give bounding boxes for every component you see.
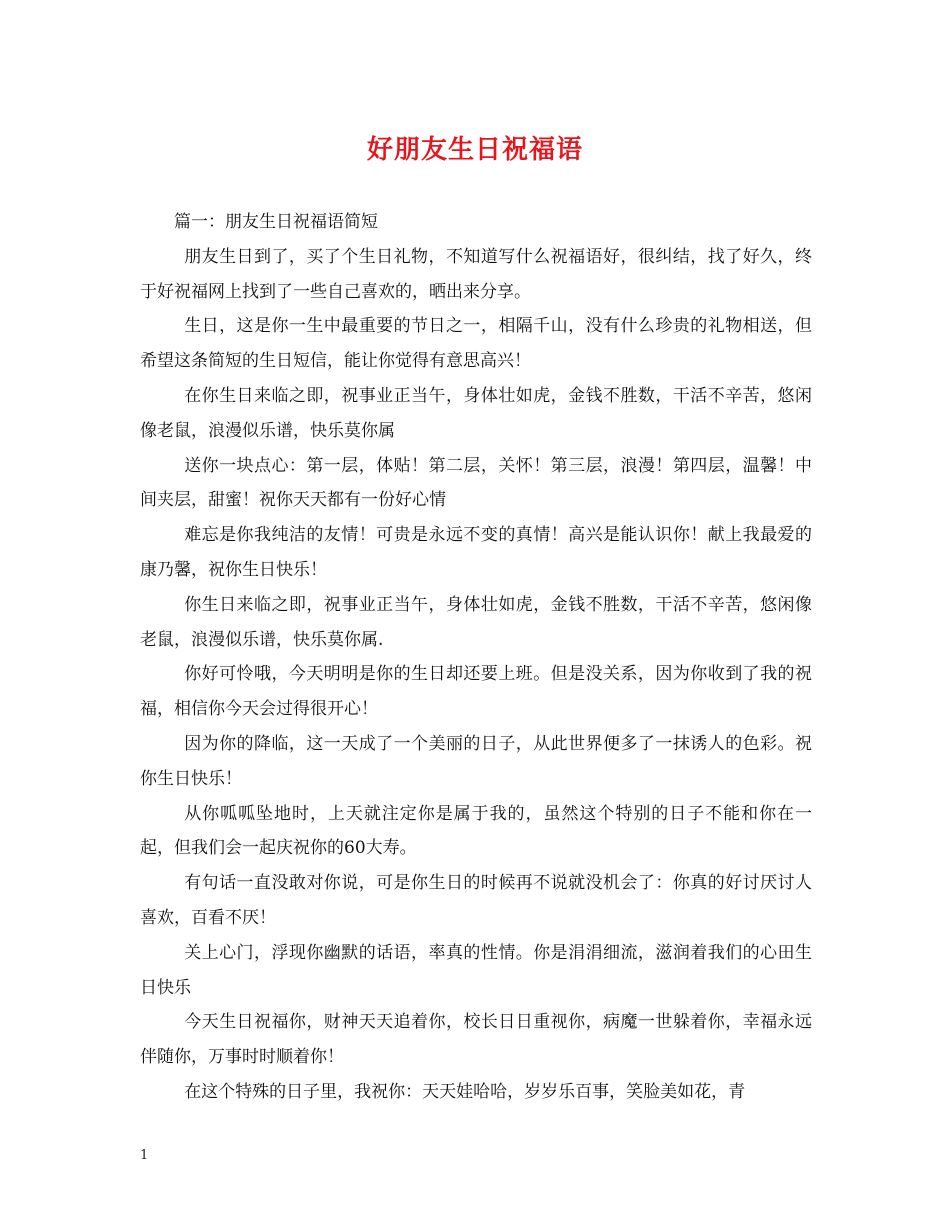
paragraph-11: 关上心门，浮现你幽默的话语，率真的性情。你是涓涓细流，滋润着我们的心田生日快乐: [140, 942, 812, 998]
document-body: [140, 205, 812, 1110]
paragraph-9: 从你呱呱坠地时，上天就注定你是属于我的，虽然这个特别的日子不能和你在一起，但我们会一起庆祝你的60大寿。: [140, 803, 812, 859]
paragraph-2: 生日，这是你一生中最重要的节日之一，相隔千山，没有什么珍贵的礼物相送，但希望这条简短的生日短信，能让你觉得有意思高兴！: [140, 316, 812, 372]
paragraph-8: 因为你的降临，这一天成了一个美丽的日子，从此世界便多了一抹诱人的色彩。祝你生日快乐！: [140, 733, 812, 789]
page-number: 1: [140, 1148, 149, 1163]
paragraph-12: 今天生日祝福你，财神天天追着你，校长日日重视你，病魔一世躲着你，幸福永远伴随你，万事时时顺着你！: [140, 1012, 812, 1068]
section-heading: 篇一：朋友生日祝福语简短: [174, 212, 378, 232]
paragraph-10: 有句话一直没敢对你说，可是你生日的时候再不说就没机会了：你真的好讨厌讨人喜欢，百看不厌！: [140, 873, 812, 928]
paragraph-1: 朋友生日到了，买了个生日礼物，不知道写什么祝福语好，很纠结，找了好久，终于好祝福网上找到了一些自己喜欢的，晒出来分享。: [140, 246, 812, 302]
paragraph-5: 难忘是你我纯洁的友情！可贵是永远不变的真情！高兴是能认识你！献上我最爱的康乃馨，祝你生日快乐！: [140, 525, 812, 580]
document-title: 好朋友生日祝福语: [366, 135, 583, 165]
paragraph-3: 在你生日来临之即，祝事业正当午，身体壮如虎，金钱不胜数，干活不辛苦，悠闲像老鼠，浪漫似乐谱，快乐莫你属: [140, 385, 812, 441]
paragraph-13: 在这个特殊的日子里，我祝你：天天娃哈哈，岁岁乐百事，笑脸美如花，青: [184, 1081, 746, 1102]
paragraph-6: 你生日来临之即，祝事业正当午，身体壮如虎，金钱不胜数，干活不辛苦，悠闲像老鼠，浪漫似乐谱，快乐莫你属.: [140, 594, 812, 650]
paragraph-7: 你好可怜哦，今天明明是你的生日却还要上班。但是没关系，因为你收到了我的祝福，相信你今天会过得很开心！: [140, 664, 812, 720]
paragraph-4: 送你一块点心：第一层，体贴！第二层，关怀！第三层，浪漫！第四层，温馨！中间夹层，甜蜜！祝你天天都有一份好心情: [140, 455, 812, 511]
